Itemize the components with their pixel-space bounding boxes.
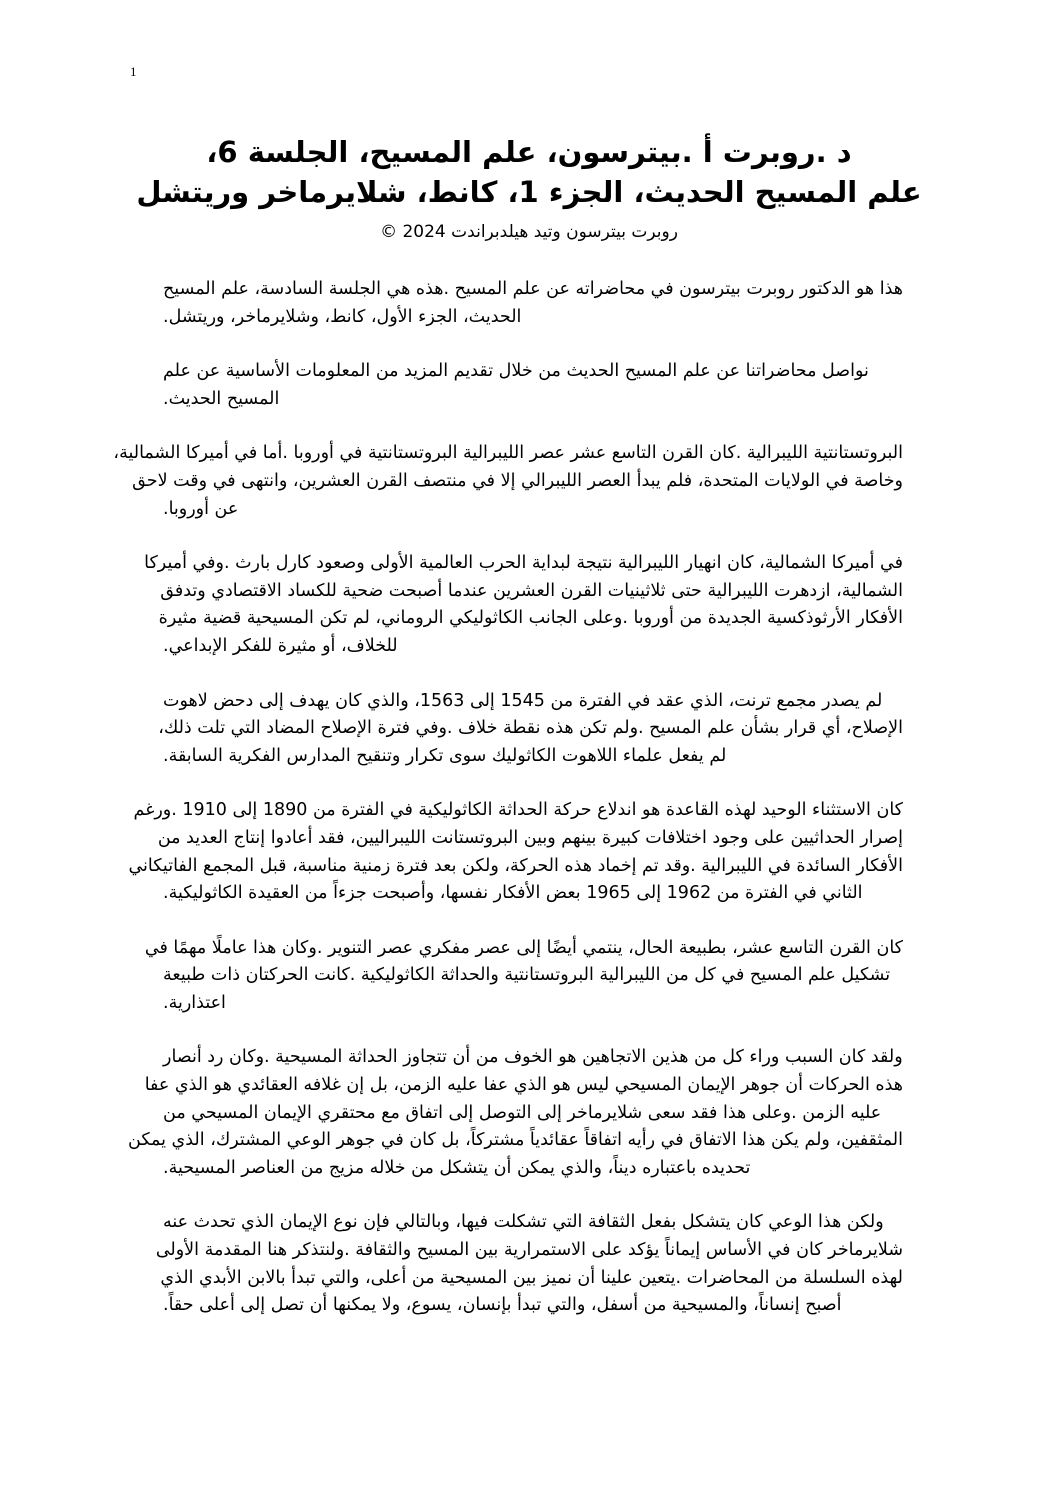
text-line: كان القرن التاسع عشر، بطبيعة الحال، ينتمي أيضًا إلى عصر مفكري عصر التنوير .وكان هذا عاملًا مهمًا في <box>144 937 903 958</box>
text-line: المثقفين، ولم يكن هذا الاتفاق في رأيه اتفاقاً عقائدياً مشتركاً، بل كان في جوهر الوعي المشترك، الذي يمكن <box>128 1130 903 1151</box>
paragraph <box>128 797 903 907</box>
text-line: لهذه السلسلة من المحاضرات .يتعين علينا أن نميز بين المسيحية من أعلى، والتي تبدأ بالابن الأبدي الذي <box>160 1267 903 1288</box>
paragraph <box>155 1209 903 1319</box>
paragraph <box>163 276 903 331</box>
text-line: المسيح الحديث. <box>163 388 280 409</box>
text-line: عن أوروبا. <box>163 498 239 519</box>
text-line: كان الاستثناء الوحيد لهذه القاعدة هو اندلاع حركة الحداثة الكاثوليكية في الفترة من 1890 إلى 1910 .ورغم <box>133 800 903 821</box>
text-line: الشمالية، ازدهرت الليبرالية حتى ثلاثينيات القرن العشرين عندما أصبحت ضحية للكساد الاقتصادي وتدفق <box>160 580 903 601</box>
paragraph <box>144 550 903 660</box>
text-line: في أميركا الشمالية، كان انهيار الليبرالية نتيجة لبداية الحرب العالمية الأولى وصعود كارل بارث .وفي أميركا <box>144 553 903 574</box>
text-line: تحديده باعتباره ديناً، والذي يمكن أن يتشكل من خلاله مزيج من العناصر المسيحية. <box>163 1157 751 1178</box>
text-line: ولكن هذا الوعي كان يتشكل بفعل الثقافة التي تشكلت فيها، وبالتالي فإن نوع الإيمان الذي تحدث عنه <box>163 1212 884 1233</box>
text-line: الثاني في الفترة من 1962 إلى 1965 بعض الأفكار نفسها، وأصبحت جزءاً من العقيدة الكاثوليكية. <box>163 883 863 904</box>
text-line: ولقد كان السبب وراء كل من هذين الاتجاهين هو الخوف من أن تتجاوز الحداثة المسيحية .وكان رد أنصار <box>163 1047 903 1068</box>
text-line: هذا هو الدكتور روبرت بيترسون في محاضراته عن علم المسيح .هذه هي الجلسة السادسة، علم المسيح <box>163 279 903 299</box>
text-line: لم يصدر مجمع ترنت، الذي عقد في الفترة من 1545 إلى 1563، والذي كان يهدف إلى دحض لاهوت <box>163 690 883 711</box>
paragraph <box>163 358 903 413</box>
text-line: نواصل محاضراتنا عن علم المسيح الحديث من خلال تقديم المزيد من المعلومات الأساسية عن علم <box>163 361 869 382</box>
title-line: د .روبرت أ .بيترسون، علم المسيح، الجلسة 6، <box>206 135 852 169</box>
text-line: للخلاف، أو مثيرة للفكر الإبداعي. <box>163 635 398 656</box>
paragraph <box>128 1044 903 1182</box>
page-number: 1 <box>130 64 137 79</box>
text-line: هذه الحركات أن جوهر الإيمان المسيحي ليس هو الذي عفا عليه الزمن، بل إن غلافه العقائدي هو الذي عفا <box>144 1075 903 1096</box>
text-line: الأفكار السائدة في الليبرالية .وقد تم إخماد هذه الحركة، ولكن بعد فترة زمنية مناسبة، قبل المجمع الفاتيكاني <box>128 855 903 876</box>
text-line: اعتذارية. <box>163 992 226 1013</box>
text-line: لم يفعل علماء اللاهوت الكاثوليك سوى تكرار وتنقيح المدارس الفكرية السابقة. <box>163 745 727 766</box>
paragraph <box>144 935 903 1018</box>
paragraph <box>113 440 903 523</box>
text-line: عليه الزمن .وعلى هذا فقد سعى شلايرماخر إلى التوصل إلى اتفاق مع محتقري الإيمان المسيحي من <box>163 1102 882 1123</box>
text-line: أصبح إنساناً، والمسيحية من أسفل، والتي تبدأ بإنسان، يسوع، ولا يمكنها أن تصل إلى أعلى حقاً. <box>163 1295 842 1316</box>
copyright-line: روبرت بيترسون وتيد هيلدبراندت 2024 © <box>380 222 678 242</box>
text-line: الحديث، الجزء الأول، كانط، وشلايرماخر، وريتشل. <box>163 306 522 327</box>
text-line: الإصلاح، أي قرار بشأن علم المسيح .ولم تكن هذه نقطة خلاف .وفي فترة الإصلاح المضاد التي تلت ذلك، <box>158 718 903 739</box>
text-line: شلايرماخر كان في الأساس إيماناً يؤكد على الاستمرارية بين المسيح والثقافة .ولنتذكر هنا المقدمة الأولى <box>155 1240 903 1261</box>
paragraph <box>158 688 903 771</box>
text-line: الأفكار الأرثوذكسية الجديدة من أوروبا .وعلى الجانب الكاثوليكي الروماني، لم تكن المسيحية قضية مثيرة <box>158 608 903 629</box>
text-line: إصرار الحداثيين على وجود اختلافات كبيرة بينهم وبين البروتستانت الليبراليين، فقد أعادوا إنتاج العديد من <box>157 827 903 848</box>
title-line: علم المسيح الحديث، الجزء 1، كانط، شلايرماخر وريتشل <box>136 175 922 209</box>
document-title <box>0 132 1058 212</box>
document-body <box>113 276 903 1347</box>
text-line: تشكيل علم المسيح في كل من الليبرالية البروتستانتية والحداثة الكاثوليكية .كانت الحركتان ذات طبيعة <box>163 965 891 986</box>
text-line: وخاصة في الولايات المتحدة، فلم يبدأ العصر الليبرالي إلا في منتصف القرن العشرين، وانتهى في وقت لاحق <box>132 470 903 491</box>
text-line: البروتستانتية الليبرالية .كان القرن التاسع عشر عصر الليبرالية البروتستانتية في أوروبا .أما في أميركا الشمالية، <box>113 443 903 464</box>
